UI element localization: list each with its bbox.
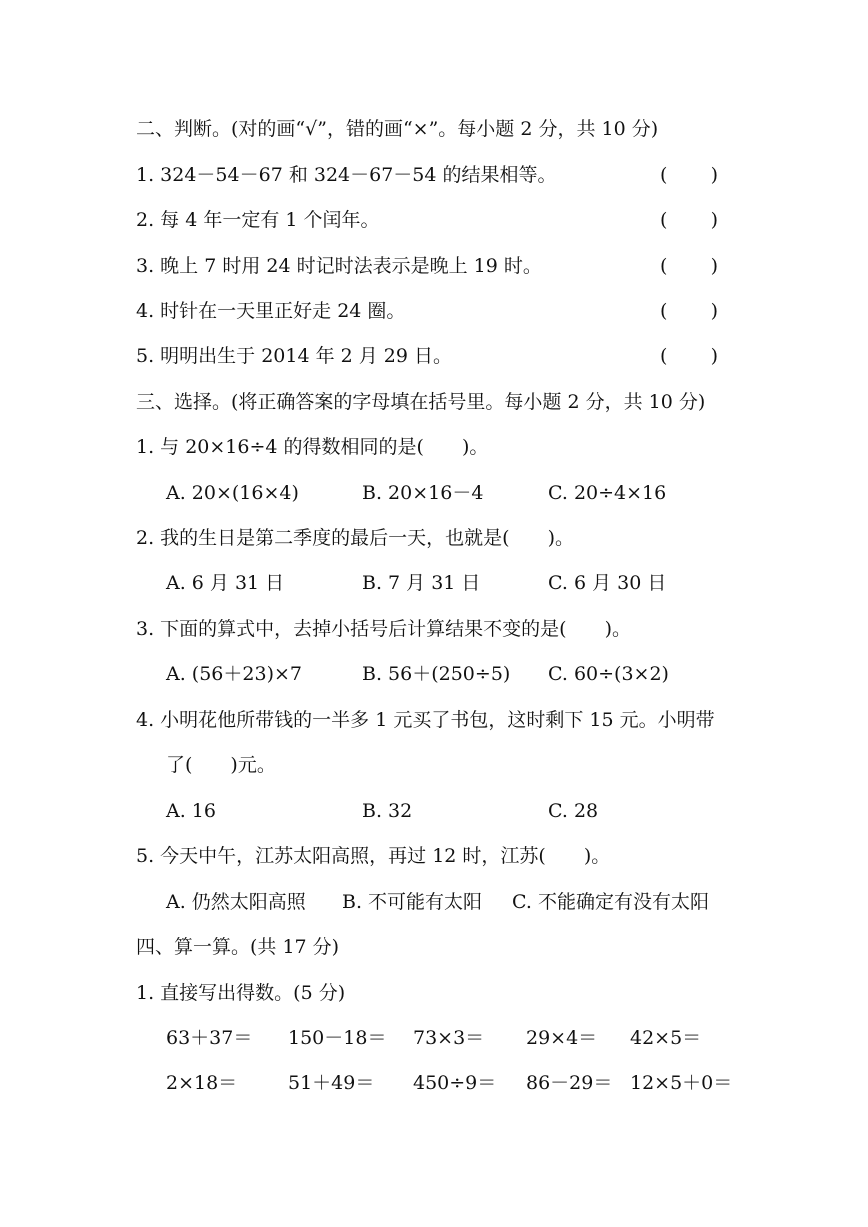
option-b[interactable]: B. 20×16－4 [362,482,484,504]
choice-q2-stem: 2. 我的生日是第二季度的最后一天，也就是( )。 [136,527,574,549]
judge-item-4 [0,294,868,328]
section-4-sub-1: 1. 直接写出得数。(5 分) [136,982,346,1004]
option-c[interactable]: C. 不能确定有没有太阳 [512,891,709,913]
choice-q4-stem: 4. 小明花他所带钱的一半多 1 元买了书包，这时剩下 15 元。小明带 [136,709,715,731]
answer-parentheses[interactable]: ( ) [660,345,718,367]
choice-q1-options [0,476,868,510]
calc-item: 450÷9＝ [413,1072,497,1094]
choice-q5-options [0,885,868,919]
calc-item: 42×5＝ [630,1027,702,1049]
judge-item-text: 1. 324－54－67 和 324－67－54 的结果相等。 [136,164,557,186]
answer-parentheses[interactable]: ( ) [660,255,718,277]
calc-item: 2×18＝ [166,1072,238,1094]
choice-q4-stem-continued: 了( )元。 [166,754,276,776]
option-b[interactable]: B. 32 [362,800,413,822]
section-2-heading [0,112,868,146]
judge-item-text: 2. 每 4 年一定有 1 个闰年。 [136,209,380,231]
calc-item: 63＋37＝ [166,1027,253,1049]
judge-item-1 [0,158,868,192]
section-3-heading [0,385,868,419]
option-a[interactable]: A. 6 月 31 日 [166,572,285,594]
choice-q4-options [0,794,868,828]
section-4-heading-text: 四、算一算。(共 17 分) [136,936,340,958]
option-a[interactable]: A. 仍然太阳高照 [166,891,306,913]
choice-q3-options [0,657,868,691]
calc-item: 150－18＝ [288,1027,387,1049]
choice-q5-stem: 5. 今天中午，江苏太阳高照，再过 12 时，江苏( )。 [136,845,611,867]
choice-q2-options [0,566,868,600]
option-c[interactable]: C. 20÷4×16 [548,482,667,504]
section-3-heading-text: 三、选择。(将正确答案的字母填在括号里。每小题 2 分，共 10 分) [136,391,706,413]
option-b[interactable]: B. 56＋(250÷5) [362,663,511,685]
calc-item: 73×3＝ [413,1027,485,1049]
option-c[interactable]: C. 28 [548,800,599,822]
calc-item: 29×4＝ [526,1027,598,1049]
section-2-heading-text: 二、判断。(对的画“√”，错的画“×”。每小题 2 分，共 10 分) [136,118,659,140]
judge-item-text: 4. 时针在一天里正好走 24 圈。 [136,300,406,322]
judge-item-5 [0,339,868,373]
choice-q1-stem: 1. 与 20×16÷4 的得数相同的是( )。 [136,436,489,458]
option-a[interactable]: A. 16 [166,800,216,822]
option-a[interactable]: A. (56＋23)×7 [166,663,302,685]
choice-q3-stem: 3. 下面的算式中，去掉小括号后计算结果不变的是( )。 [136,618,631,640]
judge-item-3 [0,249,868,283]
option-b[interactable]: B. 不可能有太阳 [342,891,483,913]
option-c[interactable]: C. 60÷(3×2) [548,663,669,685]
answer-parentheses[interactable]: ( ) [660,164,718,186]
calc-row-2 [0,1066,868,1100]
calc-row-1 [0,1021,868,1055]
calc-item: 51＋49＝ [288,1072,375,1094]
judge-item-text: 3. 晚上 7 时用 24 时记时法表示是晚上 19 时。 [136,255,542,277]
calc-item: 86－29＝ [526,1072,613,1094]
answer-parentheses[interactable]: ( ) [660,209,718,231]
calc-item: 12×5＋0＝ [630,1072,733,1094]
judge-item-2 [0,203,868,237]
option-a[interactable]: A. 20×(16×4) [166,482,299,504]
judge-item-text: 5. 明明出生于 2014 年 2 月 29 日。 [136,345,453,367]
option-b[interactable]: B. 7 月 31 日 [362,572,481,594]
option-c[interactable]: C. 6 月 30 日 [548,572,667,594]
answer-parentheses[interactable]: ( ) [660,300,718,322]
section-4-heading [0,930,868,964]
